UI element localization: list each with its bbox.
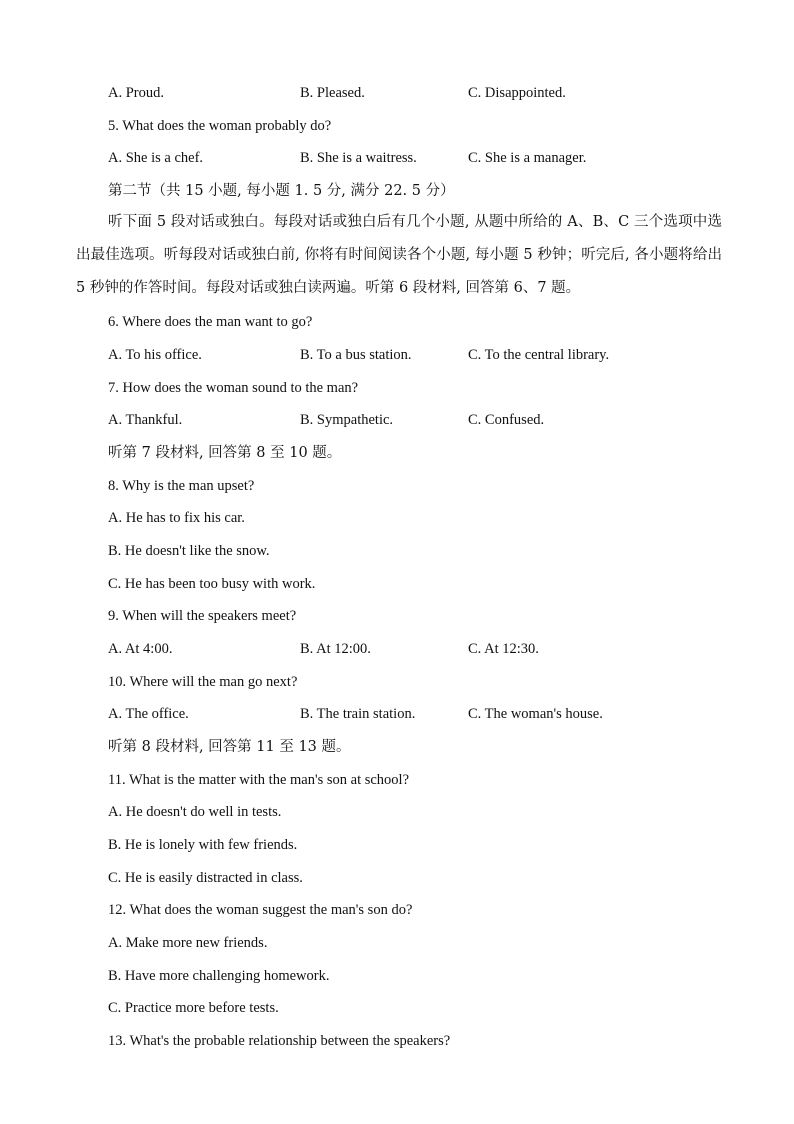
q8-option-c: C. He has been too busy with work. — [108, 576, 316, 592]
q12-option-c: C. Practice more before tests. — [108, 1000, 279, 1016]
q7-option-a: A. Thankful. — [108, 412, 183, 428]
q4-option-a: A. Proud. — [108, 85, 164, 101]
q9-option-b: B. At 12:00. — [300, 641, 371, 657]
q12-option-b: B. Have more challenging homework. — [108, 968, 330, 984]
q11-option-b: B. He is lonely with few friends. — [108, 837, 298, 853]
q5-options — [108, 149, 748, 167]
section2-instructions: 听下面 5 段对话或独白。每段对话或独白后有几个小题, 从题中所给的 A、B、C 三个选项中选出最佳选项。听每段对话或独白前, 你将有时间阅读各个小题, 每小题 5 秒钟；听完后, 各小题将给出 5 秒钟的作答时间。每段对话或独白读两遍。听第 6 段材料, 回答第 6、7 题。 — [76, 214, 722, 296]
q7-option-c: C. Confused. — [468, 412, 545, 428]
q5-option-a: A. She is a chef. — [108, 150, 204, 166]
q10-question: 10. Where will the man go next? — [108, 674, 298, 690]
material7-instruction: 听第 7 段材料, 回答第 8 至 10 题。 — [108, 445, 342, 461]
material8-instruction: 听第 8 段材料, 回答第 11 至 13 题。 — [108, 739, 351, 755]
q9-question: 9. When will the speakers meet? — [108, 608, 297, 624]
q6-option-a: A. To his office. — [108, 347, 202, 363]
section2-heading: 第二节（共 15 小题, 每小题 1. 5 分, 满分 22. 5 分） — [108, 183, 455, 199]
q11-option-a: A. He doesn't do well in tests. — [108, 804, 282, 820]
q7-option-b: B. Sympathetic. — [300, 412, 394, 428]
q10-option-b: B. The train station. — [300, 706, 416, 722]
q9-options — [108, 640, 748, 658]
q7-options — [108, 411, 748, 429]
q7-question: 7. How does the woman sound to the man? — [108, 380, 359, 396]
q9-option-c: C. At 12:30. — [468, 641, 539, 657]
q11-option-c: C. He is easily distracted in class. — [108, 870, 303, 886]
q9-option-a: A. At 4:00. — [108, 641, 173, 657]
q6-option-c: C. To the central library. — [468, 347, 610, 363]
q10-option-a: A. The office. — [108, 706, 189, 722]
q6-question: 6. Where does the man want to go? — [108, 314, 313, 330]
q6-option-b: B. To a bus station. — [300, 347, 412, 363]
q12-option-a: A. Make more new friends. — [108, 935, 268, 951]
q5-option-c: C. She is a manager. — [468, 150, 587, 166]
q5-question: 5. What does the woman probably do? — [108, 118, 332, 134]
q11-question: 11. What is the matter with the man's son at school? — [108, 772, 410, 788]
q10-options — [108, 705, 748, 723]
q10-option-c: C. The woman's house. — [468, 706, 603, 722]
q5-option-b: B. She is a waitress. — [300, 150, 417, 166]
q13-question: 13. What's the probable relationship between the speakers? — [108, 1033, 451, 1049]
q8-option-a: A. He has to fix his car. — [108, 510, 245, 526]
q6-options — [108, 346, 748, 364]
q4-option-b: B. Pleased. — [300, 85, 365, 101]
q8-option-b: B. He doesn't like the snow. — [108, 543, 270, 559]
q4-option-c: C. Disappointed. — [468, 85, 566, 101]
q8-question: 8. Why is the man upset? — [108, 478, 255, 494]
q12-question: 12. What does the woman suggest the man's son do? — [108, 902, 413, 918]
q4-options — [108, 84, 748, 102]
